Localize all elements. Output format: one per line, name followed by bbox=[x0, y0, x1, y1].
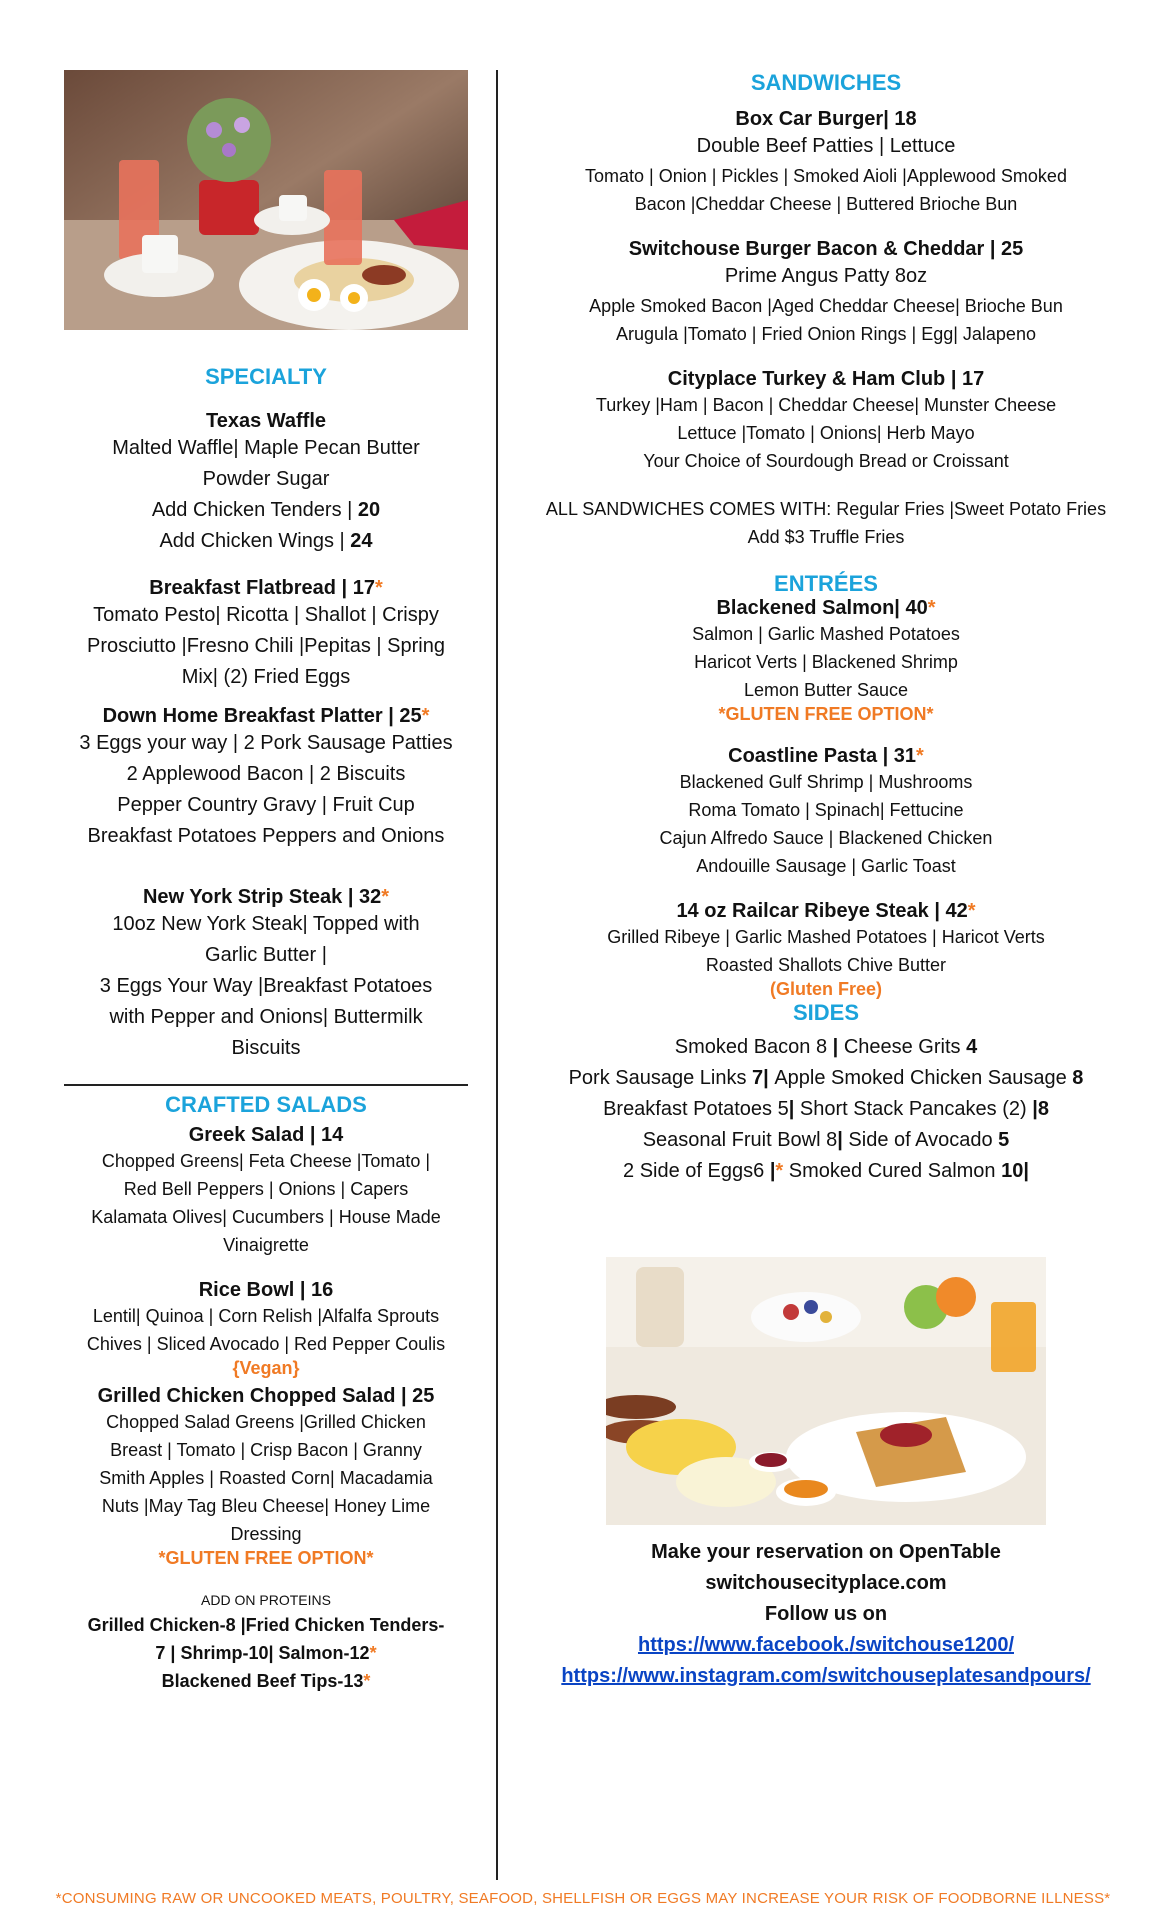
website-line: switchousecityplace.com bbox=[705, 1572, 947, 1594]
club-title: Cityplace Turkey & Ham Club | 17 bbox=[667, 368, 985, 390]
instagram-link[interactable]: https://www.instagram.com/switchouseplatesandpours/ bbox=[561, 1665, 1091, 1687]
ribeye-gluten-free-tag: (Gluten Free) bbox=[769, 979, 882, 999]
steak-line-3: 3 Eggs Your Way |Breakfast Potatoes bbox=[99, 975, 433, 997]
ribeye-line-1: Grilled Ribeye | Garlic Mashed Potatoes | Haricot Verts bbox=[607, 927, 1045, 947]
platter-line-3: Pepper Country Gravy | Fruit Cup bbox=[117, 794, 415, 816]
add-on-line-3: Blackened Beef Tips-13* bbox=[161, 1671, 371, 1691]
salmon-gluten-free-tag: *GLUTEN FREE OPTION* bbox=[718, 704, 934, 724]
sides-line-4: Seasonal Fruit Bowl 8| Side of Avocado 5 bbox=[642, 1129, 1010, 1151]
box-car-burger-item bbox=[526, 108, 1126, 218]
rice-line-1: Lentil| Quinoa | Corn Relish |Alfalfa Sprouts bbox=[92, 1306, 440, 1326]
flatbread-line-3: Mix| (2) Fried Eggs bbox=[181, 666, 351, 688]
rice-title: Rice Bowl | 16 bbox=[198, 1279, 334, 1301]
crafted-salads-title: CRAFTED SALADS bbox=[165, 1092, 367, 1117]
add-on-line-2: 7 | Shrimp-10| Salmon-12* bbox=[155, 1643, 377, 1663]
ny-strip-steak-item bbox=[64, 886, 468, 1064]
pasta-line-3: Cajun Alfredo Sauce | Blackened Chicken bbox=[659, 828, 993, 848]
rice-line-2: Chives | Sliced Avocado | Red Pepper Coulis bbox=[86, 1334, 446, 1354]
sides-list bbox=[526, 1032, 1126, 1187]
sides-line-5: 2 Side of Eggs6 |* Smoked Cured Salmon 10| bbox=[623, 1160, 1029, 1182]
greek-salad-item bbox=[64, 1124, 468, 1259]
chopped-line-5: Dressing bbox=[230, 1524, 302, 1544]
sandwich-sides-note bbox=[526, 495, 1126, 551]
club-line-1: Turkey |Ham | Bacon | Cheddar Cheese| Munster Cheese bbox=[595, 395, 1057, 415]
chopped-line-1: Chopped Salad Greens |Grilled Chicken bbox=[106, 1412, 426, 1432]
ribeye-steak-item bbox=[526, 900, 1126, 1000]
texas-waffle-line-1: Malted Waffle| Maple Pecan Butter bbox=[112, 437, 420, 459]
ribeye-title: 14 oz Railcar Ribeye Steak | 42* bbox=[676, 900, 976, 922]
breakfast-table-photo bbox=[64, 70, 468, 330]
switchouse-line-3: Arugula |Tomato | Fried Onion Rings | Egg| Jalapeno bbox=[616, 324, 1036, 344]
add-on-proteins bbox=[64, 1589, 468, 1695]
greek-line-3: Kalamata Olives| Cucumbers | House Made bbox=[91, 1207, 441, 1227]
switchouse-title: Switchouse Burger Bacon & Cheddar | 25 bbox=[628, 238, 1024, 260]
gluten-free-tag: *GLUTEN FREE OPTION* bbox=[158, 1548, 374, 1568]
facebook-link[interactable]: https://www.facebook./switchouse1200/ bbox=[637, 1634, 1014, 1656]
boxcar-line-2: Tomato | Onion | Pickles | Smoked Aioli |Applewood Smoked bbox=[585, 166, 1067, 186]
breakfast-flatbread-item bbox=[64, 577, 468, 693]
platter-title: Down Home Breakfast Platter | 25* bbox=[102, 705, 430, 727]
entrees-title: ENTRÉES bbox=[774, 571, 878, 596]
sides-line-1: Smoked Bacon 8 | Cheese Grits 4 bbox=[674, 1036, 978, 1058]
pasta-title: Coastline Pasta | 31* bbox=[728, 745, 924, 767]
vegan-tag: {Vegan} bbox=[232, 1358, 300, 1378]
texas-waffle-item bbox=[64, 410, 468, 557]
platter-line-1: 3 Eggs your way | 2 Pork Sausage Patties bbox=[79, 732, 453, 754]
add-on-line-1: Grilled Chicken-8 |Fried Chicken Tenders- bbox=[87, 1615, 445, 1635]
flatbread-line-1: Tomato Pesto| Ricotta | Shallot | Crispy bbox=[93, 604, 439, 626]
salmon-line-2: Haricot Verts | Blackened Shrimp bbox=[694, 652, 958, 672]
salmon-title: Blackened Salmon| 40* bbox=[716, 597, 936, 619]
chopped-line-3: Smith Apples | Roasted Corn| Macadamia bbox=[99, 1468, 433, 1488]
chopped-line-2: Breast | Tomato | Crisp Bacon | Granny bbox=[110, 1440, 422, 1460]
switchouse-burger-item bbox=[526, 238, 1126, 348]
chopped-title: Grilled Chicken Chopped Salad | 25 bbox=[97, 1385, 435, 1407]
specialty-title: SPECIALTY bbox=[205, 364, 327, 389]
greek-line-4: Vinaigrette bbox=[223, 1235, 309, 1255]
follow-us-line: Follow us on bbox=[764, 1603, 888, 1625]
all-sandwiches-line-1: ALL SANDWICHES COMES WITH: Regular Fries |Sweet Potato Fries bbox=[545, 499, 1107, 519]
boxcar-line-3: Bacon |Cheddar Cheese | Buttered Brioche Bun bbox=[634, 194, 1018, 214]
boxcar-title: Box Car Burger| 18 bbox=[735, 108, 917, 130]
steak-title: New York Strip Steak | 32* bbox=[142, 886, 390, 908]
reservation-block bbox=[526, 1537, 1126, 1692]
salmon-line-3: Lemon Butter Sauce bbox=[743, 680, 909, 700]
sides-line-2: Pork Sausage Links 7| Apple Smoked Chicken Sausage 8 bbox=[568, 1067, 1084, 1089]
flatbread-title: Breakfast Flatbread | 17* bbox=[149, 577, 383, 599]
club-line-2: Lettuce |Tomato | Onions| Herb Mayo bbox=[677, 423, 975, 443]
boxcar-line-1: Double Beef Patties | Lettuce bbox=[696, 135, 956, 157]
steak-line-5: Biscuits bbox=[231, 1037, 301, 1059]
ribeye-line-2: Roasted Shallots Chive Butter bbox=[705, 955, 947, 975]
steak-line-4: with Pepper and Onions| Buttermilk bbox=[109, 1006, 423, 1028]
blackened-salmon-item bbox=[526, 597, 1126, 725]
breakfast-platter-item bbox=[64, 705, 468, 852]
sides-title: SIDES bbox=[792, 1000, 860, 1025]
column-divider bbox=[496, 70, 498, 1880]
add-chicken-wings: Add Chicken Wings | 24 bbox=[159, 530, 373, 552]
greek-line-2: Red Bell Peppers | Onions | Capers bbox=[123, 1179, 409, 1199]
right-column bbox=[526, 70, 1126, 1692]
reservation-line: Make your reservation on OpenTable bbox=[651, 1541, 1001, 1563]
club-sandwich-item bbox=[526, 368, 1126, 475]
switchouse-line-1: Prime Angus Patty 8oz bbox=[724, 265, 928, 287]
add-on-title: ADD ON PROTEINS bbox=[201, 1592, 331, 1608]
club-line-3: Your Choice of Sourdough Bread or Croissant bbox=[643, 451, 1009, 471]
switchouse-line-2: Apple Smoked Bacon |Aged Cheddar Cheese| Brioche Bun bbox=[589, 296, 1063, 316]
all-sandwiches-line-2: Add $3 Truffle Fries bbox=[747, 527, 905, 547]
rice-bowl-item bbox=[64, 1279, 468, 1379]
breakfast-spread-photo bbox=[606, 1257, 1046, 1525]
salmon-line-1: Salmon | Garlic Mashed Potatoes bbox=[692, 624, 960, 644]
pasta-line-2: Roma Tomato | Spinach| Fettucine bbox=[688, 800, 964, 820]
add-chicken-tenders: Add Chicken Tenders | 20 bbox=[151, 499, 381, 521]
sides-line-3: Breakfast Potatoes 5| Short Stack Pancakes (2) |8 bbox=[603, 1098, 1049, 1120]
greek-title: Greek Salad | 14 bbox=[188, 1124, 344, 1146]
texas-waffle-title: Texas Waffle bbox=[205, 410, 327, 432]
texas-waffle-line-2: Powder Sugar bbox=[202, 468, 330, 490]
platter-line-4: Breakfast Potatoes Peppers and Onions bbox=[87, 825, 445, 847]
greek-line-1: Chopped Greens| Feta Cheese |Tomato | bbox=[101, 1151, 431, 1171]
steak-line-2: Garlic Butter | bbox=[205, 944, 327, 966]
pasta-line-4: Andouille Sausage | Garlic Toast bbox=[696, 856, 956, 876]
left-column bbox=[64, 70, 468, 1695]
pasta-line-1: Blackened Gulf Shrimp | Mushrooms bbox=[679, 772, 973, 792]
coastline-pasta-item bbox=[526, 745, 1126, 880]
steak-line-1: 10oz New York Steak| Topped with bbox=[112, 913, 420, 935]
foodborne-illness-disclaimer: *CONSUMING RAW OR UNCOOKED MEATS, POULTRY, SEAFOOD, SHELLFISH OR EGGS MAY INCREASE YOUR RISK OF FOODBORNE ILLNESS* bbox=[55, 1890, 1111, 1907]
flatbread-line-2: Prosciutto |Fresno Chili |Pepitas | Spring bbox=[87, 635, 445, 657]
chopped-salad-item bbox=[64, 1385, 468, 1569]
chopped-line-4: Nuts |May Tag Bleu Cheese| Honey Lime bbox=[101, 1496, 431, 1516]
sandwiches-title: SANDWICHES bbox=[750, 70, 902, 95]
platter-line-2: 2 Applewood Bacon | 2 Biscuits bbox=[126, 763, 406, 785]
